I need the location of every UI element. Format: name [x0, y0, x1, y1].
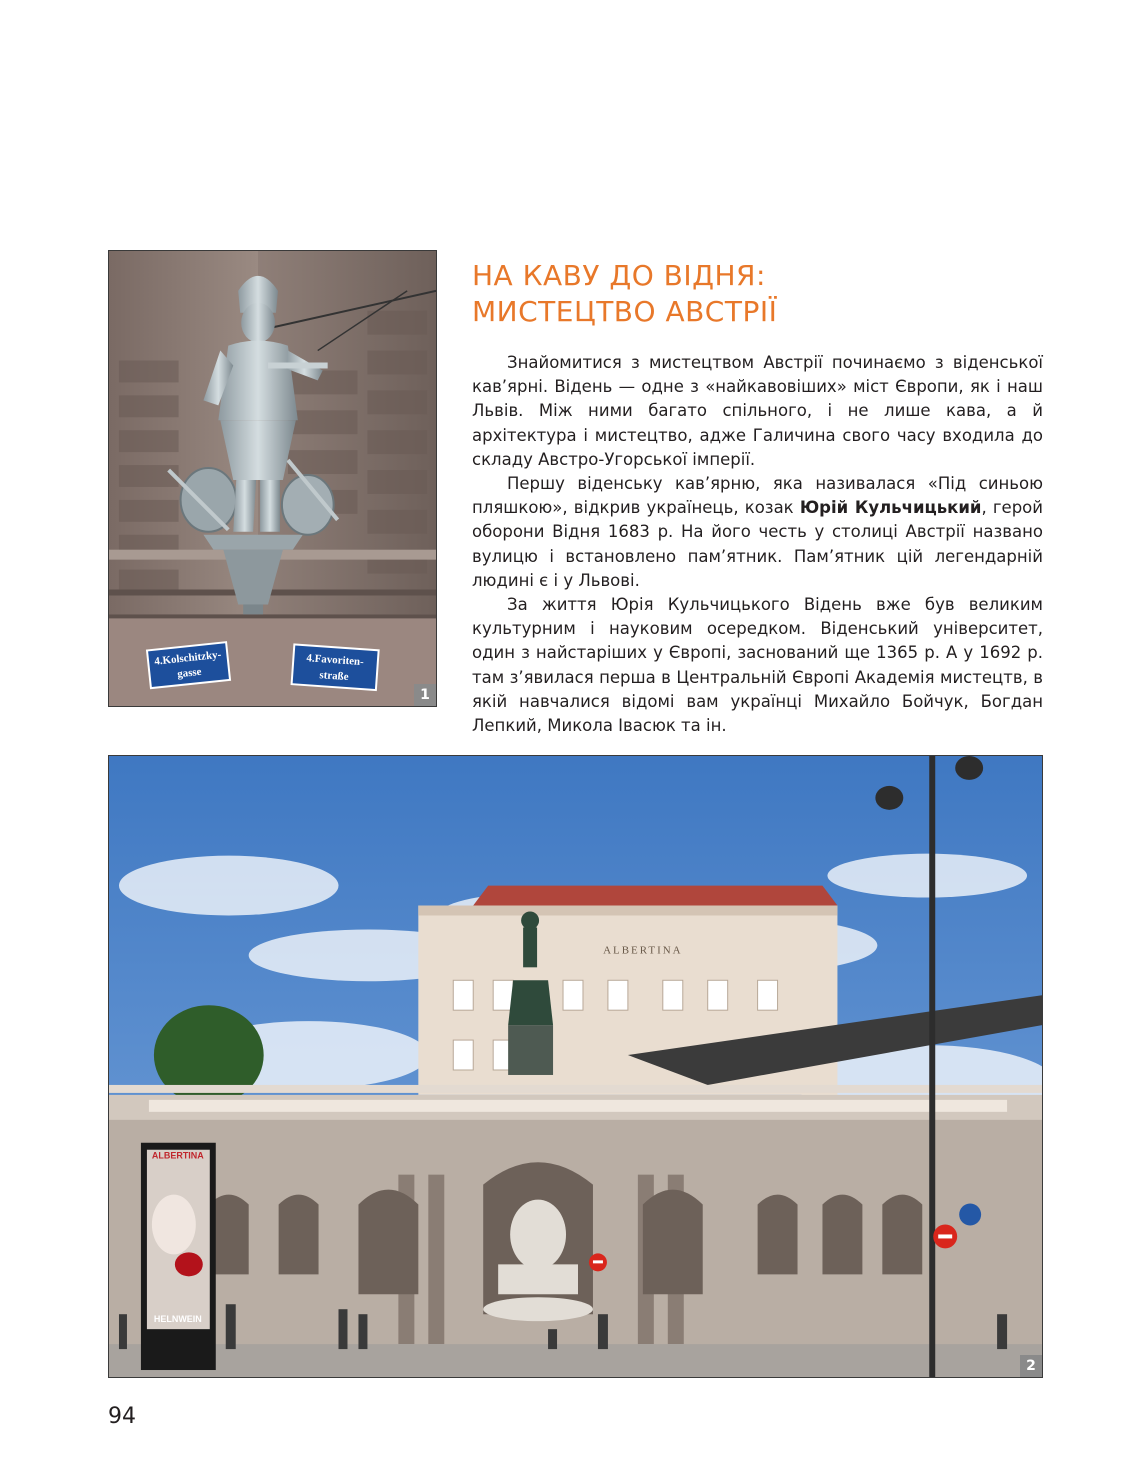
page-number: 94	[108, 1404, 136, 1429]
poster-title: ALBERTINA	[151, 1150, 204, 1161]
paragraph-1: Знайомитися з мистецтвом Австрії починаємо з віденської кав’ярні. Відень — одне з «найкавовіших» міст Європи, як і наш Львів. Між ними багато спільного, і не лише кава, а й архітектура і мистецтво, адже Галичина свого часу входила до складу Австро-Угорської імперії.	[472, 353, 1043, 469]
figure-2-albertina	[108, 755, 1043, 1378]
kulchytsky-name: Юрій Кульчицький	[799, 498, 982, 518]
paragraph-3: За життя Юрія Кульчицького Відень вже був великим культурним і науковим осередком. Віденський університет, один з найстаріших у Європі, заснований ще 1365 р. А у 1692 р. там з’явилася перша в Центральній Європі Академія мистецтв, в якій навчалися відомі вам українці Михайло Бойчук, Богдан Лепкий, Микола Івасюк та ін.	[472, 595, 1043, 736]
figure-1-number: 1	[414, 684, 436, 706]
albertina-image	[109, 756, 1042, 1377]
sign-left-line2: gasse	[176, 665, 203, 681]
heading-line-1: НА КАВУ ДО ВІДНЯ:	[472, 259, 766, 292]
body-text	[472, 351, 1043, 738]
albertina-facade-label: ALBERTINA	[603, 944, 683, 957]
sign-right-line1: 4.Favoriten-	[306, 652, 365, 669]
paragraph-2-start: Першу віденську кав’ярню, яка називалася «Під синьою пляшкою», відкрив українець, козак	[472, 474, 1043, 518]
street-sign-right	[292, 644, 379, 690]
sign-right-line2: straße	[319, 669, 349, 684]
figure-2-number: 2	[1020, 1355, 1042, 1377]
street-sign-left	[147, 642, 230, 688]
figure-1-kulchytsky-monument	[108, 250, 437, 707]
kulchytsky-monument-image	[109, 251, 436, 706]
sign-left-line1: 4.Kolschitzky-	[153, 648, 222, 668]
poster-bottom-text: HELNWEIN	[153, 1314, 202, 1325]
heading-line-2: МИСТЕЦТВО АВСТРІЇ	[472, 295, 778, 328]
paragraph-2-end: , герой оборони Відня 1683 р. На його честь у столиці Австрії названо вулицю і встановлено пам’ятник. Пам’ятник цій легендарній людині є і у Львові.	[472, 498, 1044, 590]
paragraph-2	[472, 472, 1043, 593]
page-heading	[472, 258, 1052, 330]
